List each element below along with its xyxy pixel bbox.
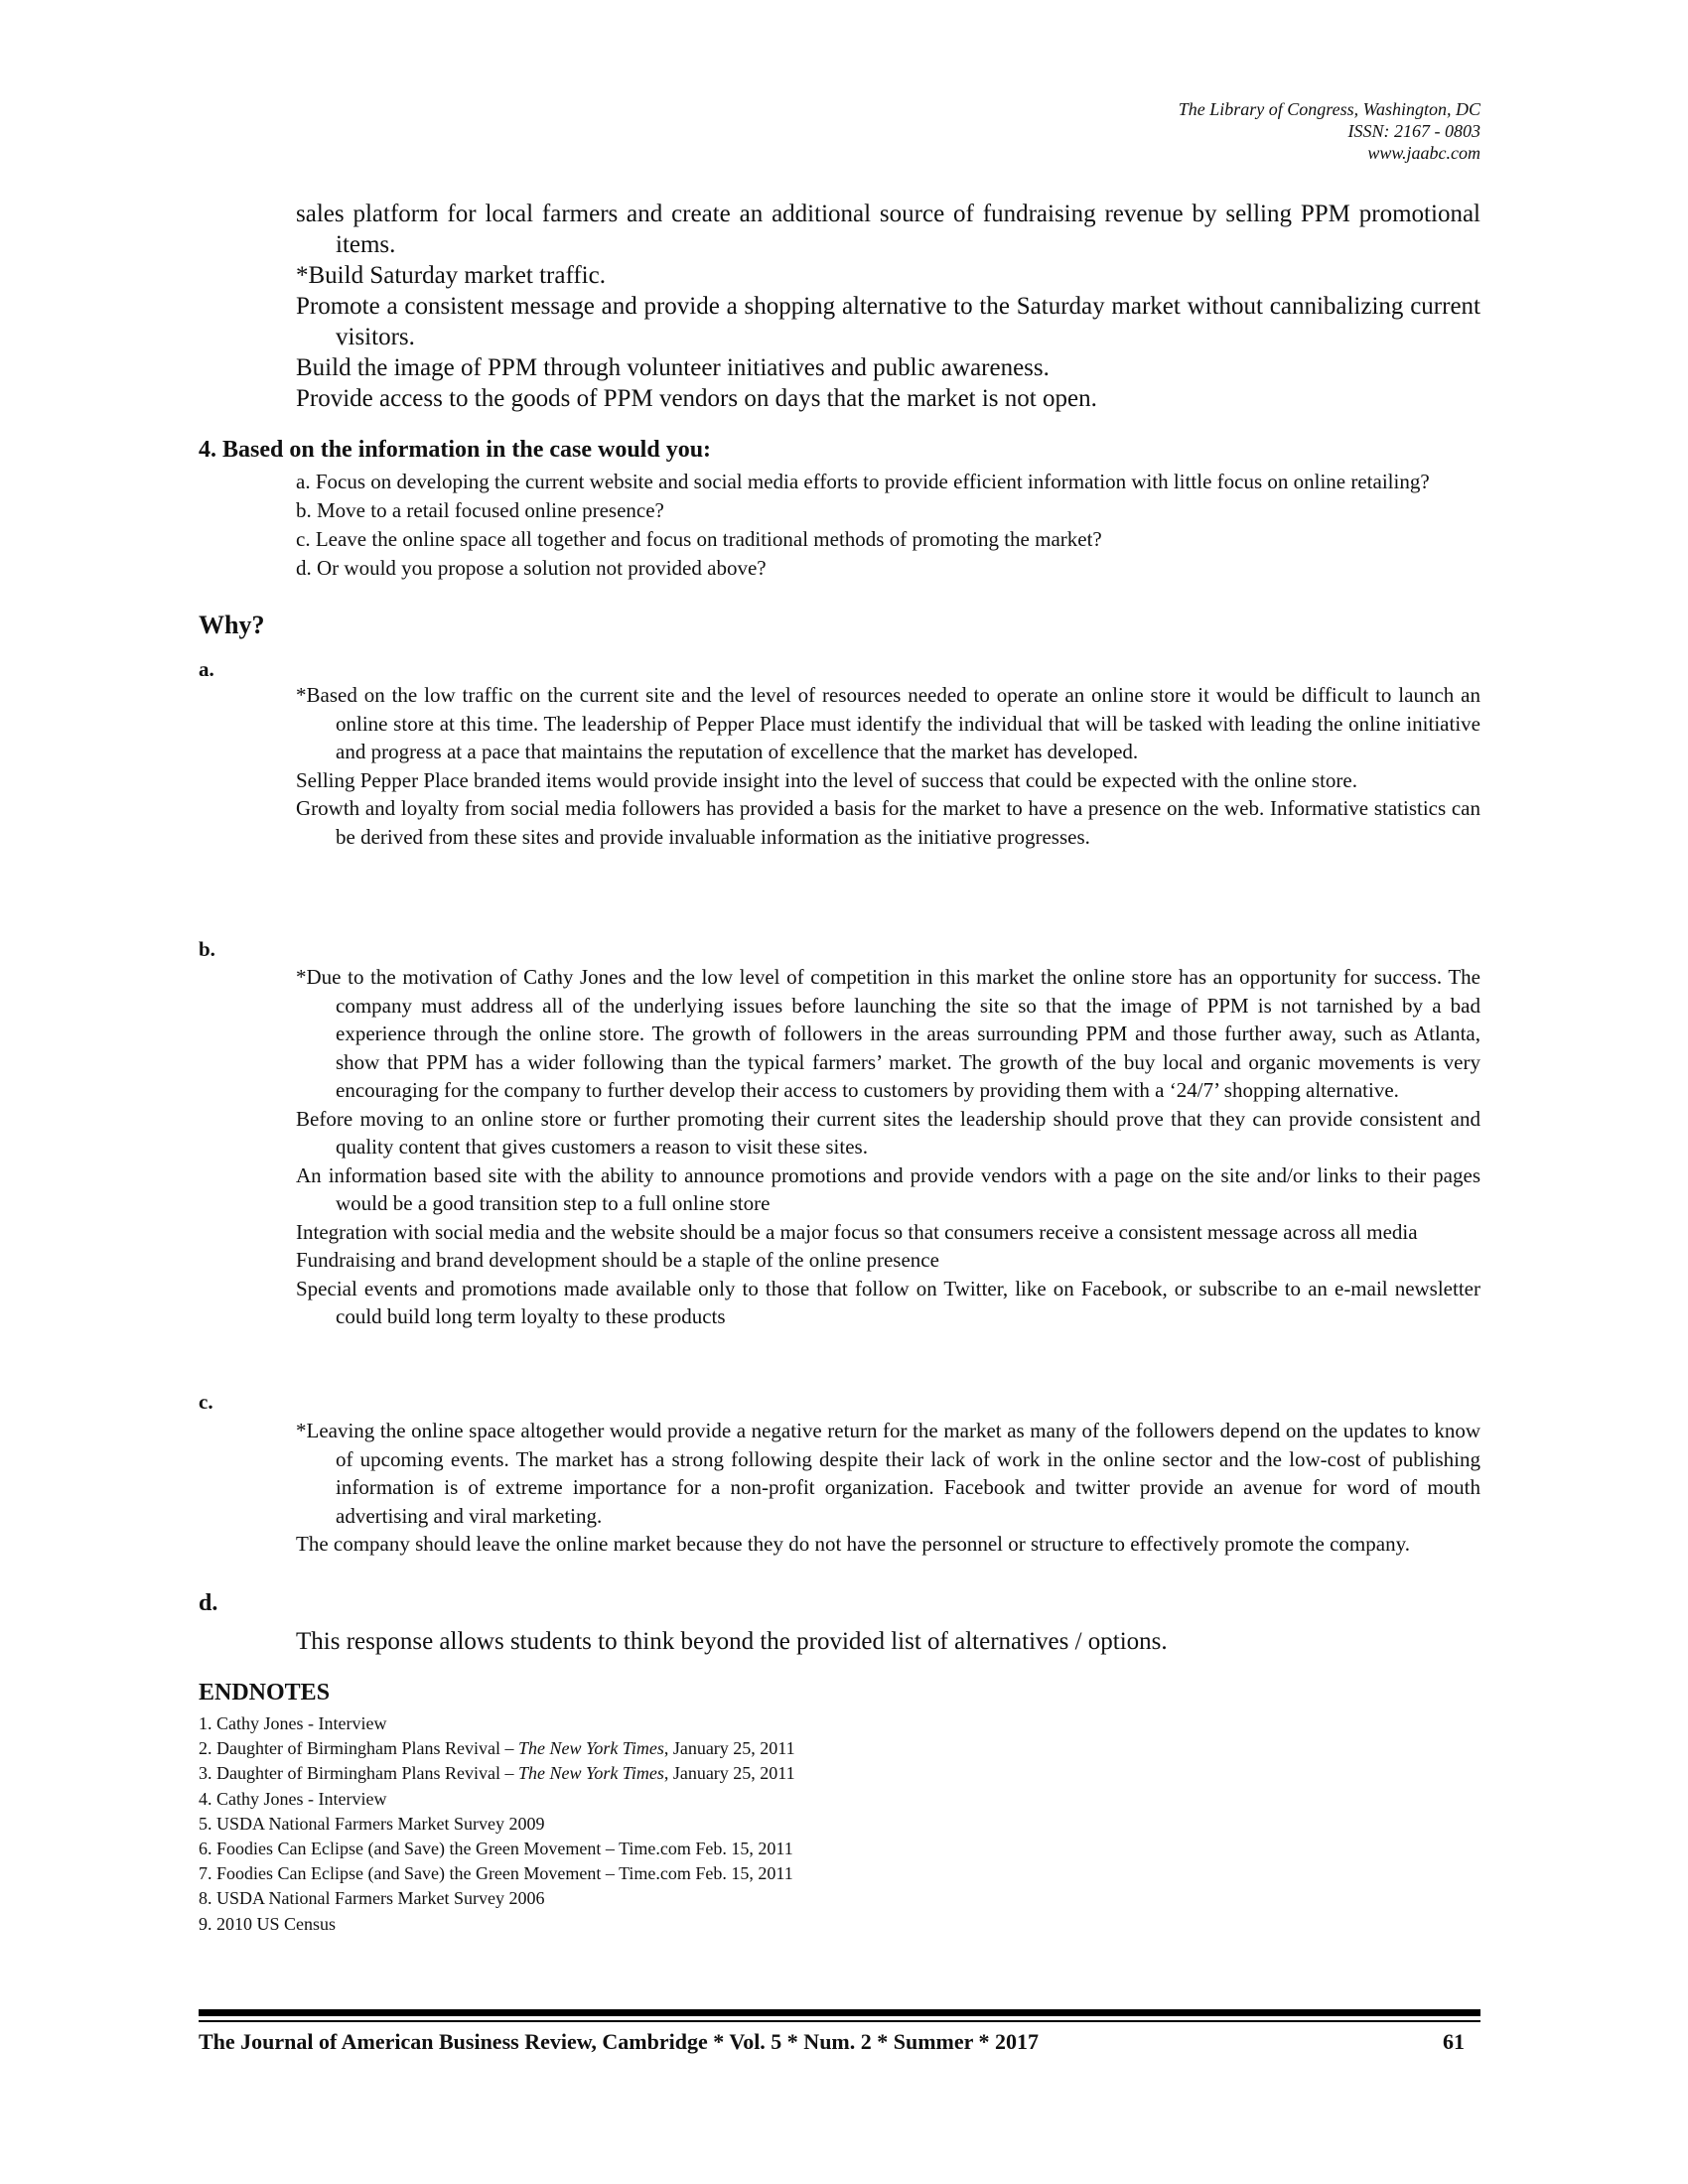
endnote-item bbox=[199, 1761, 795, 1786]
endnote-text: 1. Cathy Jones - Interview bbox=[199, 1713, 387, 1733]
endnote-text: 3. Daughter of Birmingham Plans Revival – bbox=[199, 1763, 518, 1784]
answer-item: Special events and promotions made available only to those that follow on Twitter, like on Facebook, or subscribe to an e-mail newsletter could build long term loyalty to these products bbox=[296, 1276, 1480, 1328]
endnote-text: 8. USDA National Farmers Market Survey 2006 bbox=[199, 1888, 545, 1909]
header-website: www.jaabc.com bbox=[1367, 143, 1480, 163]
endnote-date: , January 25, 2011 bbox=[663, 1738, 795, 1759]
answer-c bbox=[296, 1417, 1480, 1559]
endnote-date: , January 25, 2011 bbox=[663, 1763, 795, 1784]
intro-item: sales platform for local farmers and create an additional source of fundraising revenue by selling PPM promotional items. bbox=[296, 201, 1480, 258]
answer-item: *Based on the low traffic on the current site and the level of resources needed to operate an online store it would be difficult to launch an online store at this time. The leadership of Pepper Place must identify the individual that will be tasked with leading the online initiative and progress at a pace that maintains the reputation of excellence that the market has developed. bbox=[296, 683, 1480, 763]
endnote-item bbox=[199, 1886, 795, 1911]
answer-item: Fundraising and brand development should be a staple of the online presence bbox=[296, 1248, 939, 1272]
answer-item: Integration with social media and the website should be a major focus so that consumers receive a consistent message across all media bbox=[296, 1219, 1418, 1244]
endnote-text: 9. 2010 US Census bbox=[199, 1913, 337, 1934]
endnote-source-title: The New York Times bbox=[517, 1738, 664, 1759]
answer-item: *Leaving the online space altogether would provide a negative return for the market as many of the followers depend on the updates to know of upcoming events. The market has a strong following despite their lack of work in the online sector and the low-cost of publishing information is of extreme importance for a non-profit organization. Facebook and twitter provide an avenue for word of mouth advertising and viral marketing. bbox=[296, 1419, 1480, 1528]
answer-label-c: c. bbox=[199, 1390, 213, 1414]
endnote-item bbox=[199, 1861, 795, 1886]
header-issn: ISSN: 2167 - 0803 bbox=[1347, 121, 1480, 141]
answer-b bbox=[296, 963, 1480, 1331]
footer-rule-thick bbox=[199, 2009, 1480, 2016]
endnote-item bbox=[199, 1787, 795, 1812]
answer-item: *Due to the motivation of Cathy Jones and the low level of competition in this market the online store has an opportunity for success. The company must address all of the underlying issues before launching the site so that the image of PPM is not tarnished by a bad experience through the online store. The growth of followers in the areas surrounding PPM and those further away, such as Atlanta, show that PPM has a wider following than the typical farmers’ market. The growth of the buy local and organic movements is very encouraging for the company to further develop their access to customers by providing them with a ‘24/7’ shopping alternative. bbox=[296, 965, 1480, 1102]
option-item: b. Move to a retail focused online presence? bbox=[296, 498, 664, 522]
answer-a bbox=[296, 681, 1480, 851]
answer-label-d: d. bbox=[199, 1590, 218, 1616]
answer-item: Before moving to an online store or further promoting their current sites the leadership should prove that they can provide consistent and quality content that gives customers a reason to visit these sites. bbox=[296, 1106, 1480, 1159]
page-number: 61 bbox=[1443, 2029, 1465, 2054]
endnote-item bbox=[199, 1837, 795, 1861]
endnote-text: 6. Foodies Can Eclipse (and Save) the Green Movement – Time.com Feb. 15, 2011 bbox=[199, 1839, 793, 1859]
endnotes-heading: ENDNOTES bbox=[199, 1680, 331, 1706]
question-heading: 4. Based on the information in the case would you: bbox=[199, 437, 712, 463]
endnote-item bbox=[199, 1912, 795, 1937]
endnote-text: 7. Foodies Can Eclipse (and Save) the Green Movement – Time.com Feb. 15, 2011 bbox=[199, 1863, 793, 1884]
option-item: d. Or would you propose a solution not provided above? bbox=[296, 556, 767, 580]
endnotes-list bbox=[199, 1711, 795, 1937]
why-heading: Why? bbox=[199, 611, 265, 639]
intro-item: Provide access to the goods of PPM vendors on days that the market is not open. bbox=[296, 385, 1097, 412]
answer-item: An information based site with the ability to announce promotions and provide vendors with a page on the site and/or links to their pages would be a good transition step to a full online store bbox=[296, 1162, 1480, 1215]
intro-list bbox=[296, 199, 1480, 414]
question-options bbox=[296, 468, 1480, 583]
intro-item: Promote a consistent message and provide a shopping alternative to the Saturday market without cannibalizing current visitors. bbox=[296, 293, 1480, 350]
answer-item: The company should leave the online market because they do not have the personnel or structure to effectively promote the company. bbox=[296, 1532, 1410, 1556]
answer-item: Growth and loyalty from social media followers has provided a basis for the market to have a presence on the web. Informative statistics can be derived from these sites and provide invaluable information as the initiative progresses. bbox=[296, 796, 1480, 849]
answer-label-b: b. bbox=[199, 937, 215, 961]
option-item: c. Leave the online space all together and focus on traditional methods of promoting the market? bbox=[296, 527, 1102, 551]
answer-d-text: This response allows students to think beyond the provided list of alternatives / options. bbox=[296, 1628, 1168, 1655]
intro-item: Build the image of PPM through volunteer initiatives and public awareness. bbox=[296, 354, 1050, 381]
endnote-item bbox=[199, 1812, 795, 1837]
intro-item: *Build Saturday market traffic. bbox=[296, 262, 606, 289]
endnote-item bbox=[199, 1711, 795, 1736]
footer-rule-thin bbox=[199, 2020, 1480, 2022]
running-header bbox=[1179, 98, 1480, 164]
footer-journal: The Journal of American Business Review, Cambridge * Vol. 5 * Num. 2 * Summer * 2017 bbox=[199, 2029, 1040, 2054]
endnote-text: 2. Daughter of Birmingham Plans Revival – bbox=[199, 1738, 518, 1759]
endnote-item bbox=[199, 1736, 795, 1761]
answer-label-a: a. bbox=[199, 657, 214, 681]
option-item: a. Focus on developing the current website and social media efforts to provide efficient information with little focus on online retailing? bbox=[296, 470, 1430, 493]
endnote-text: 4. Cathy Jones - Interview bbox=[199, 1788, 387, 1809]
header-library: The Library of Congress, Washington, DC bbox=[1178, 99, 1480, 119]
endnote-source-title: The New York Times bbox=[517, 1763, 664, 1784]
endnote-text: 5. USDA National Farmers Market Survey 2009 bbox=[199, 1813, 545, 1834]
answer-item: Selling Pepper Place branded items would provide insight into the level of success that could be expected with the online store. bbox=[296, 767, 1357, 792]
